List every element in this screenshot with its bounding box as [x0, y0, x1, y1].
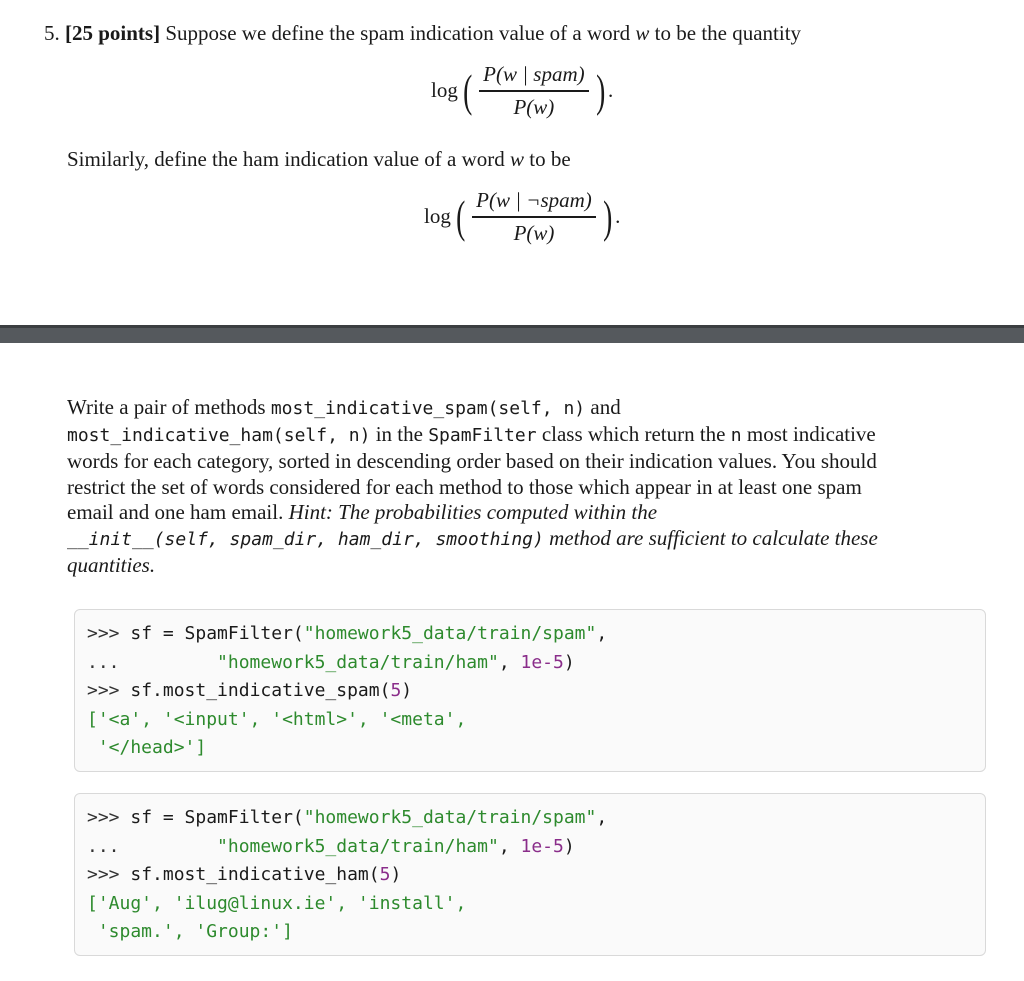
fraction	[472, 188, 596, 246]
section-divider	[0, 325, 1024, 343]
ham-intro-text: Similarly, define the ham indication value of a word	[67, 147, 505, 171]
code-example-ham[interactable]	[74, 793, 986, 956]
code-string: "homework5_data/train/spam"	[303, 623, 597, 644]
code-init: __init__(self, spam_dir, ham_dir, smoothing)	[67, 529, 544, 550]
code: sf.most_indicative_ham(	[130, 864, 380, 885]
numerator: P(w | spam)	[483, 62, 585, 86]
code: ,	[498, 651, 521, 673]
numerator: P(w | ¬spam)	[476, 188, 592, 212]
code: )	[401, 680, 413, 701]
body-line-7: quantities.	[67, 553, 156, 577]
body-line-6	[67, 525, 878, 553]
var-w: w	[635, 21, 650, 45]
code-number: 1e-5	[520, 651, 564, 673]
code-string: "homework5_data/train/ham"	[217, 651, 499, 673]
prompt: >>>	[87, 864, 131, 885]
var-w-2: w	[510, 147, 525, 171]
text: class which return the	[536, 422, 731, 446]
denominator: P(w)	[513, 94, 555, 119]
denominator: P(w)	[513, 220, 555, 245]
code-number: 5	[390, 680, 402, 701]
prompt: >>>	[87, 807, 131, 828]
period: .	[607, 78, 614, 103]
code: )	[390, 864, 402, 885]
log-label: log	[431, 78, 458, 103]
code-number: 1e-5	[520, 835, 564, 857]
left-paren: (	[462, 64, 473, 116]
code-method-ham: most_indicative_ham(self, n)	[67, 425, 371, 446]
code-method-spam: most_indicative_spam(self, n)	[270, 398, 586, 419]
right-paren: )	[595, 64, 605, 116]
body-line-5	[67, 499, 657, 525]
code: ,	[596, 807, 608, 828]
body-line-3: words for each category, sorted in descending order based on their indication values. You should	[67, 449, 877, 473]
prompt: ...	[87, 835, 218, 857]
code-string: "homework5_data/train/ham"	[217, 835, 499, 857]
code: ,	[596, 623, 608, 644]
body-line-2	[67, 421, 876, 449]
code: sf = SpamFilter(	[130, 807, 304, 828]
problem-header	[44, 18, 801, 48]
code-output: 'spam.', 'Group:']	[87, 921, 293, 942]
problem-text-2: to be the quantity	[654, 21, 802, 45]
text: and	[585, 395, 621, 419]
problem-text: Suppose we define the spam indication value of a word	[165, 21, 631, 45]
problem-points: [25 points]	[65, 21, 161, 45]
prompt: >>>	[87, 680, 131, 701]
prompt: ...	[87, 651, 218, 673]
text: Write a pair of methods	[67, 395, 271, 419]
code-output: '</head>']	[87, 737, 207, 758]
code-output: ['Aug', 'ilug@linux.ie', 'install',	[87, 892, 467, 914]
text: in the	[370, 422, 429, 446]
period: .	[615, 204, 621, 229]
code-example-spam[interactable]	[74, 609, 986, 772]
text: email and one ham email.	[67, 500, 289, 524]
left-paren: (	[455, 190, 466, 242]
code-number: 5	[379, 864, 391, 885]
spam-formula	[431, 62, 613, 120]
code: ,	[498, 835, 521, 857]
code-n: n	[730, 425, 742, 446]
body-line-4: restrict the set of words considered for each method to those which appear in at least one spam	[67, 475, 862, 499]
log-label: log	[424, 204, 451, 229]
hint-text: method are sufficient to calculate these	[543, 526, 878, 550]
ham-intro-text-2: to be	[529, 147, 571, 171]
text: most indicative	[741, 422, 876, 446]
code: )	[563, 835, 575, 857]
code: )	[563, 651, 575, 673]
code-string: "homework5_data/train/spam"	[303, 807, 597, 828]
body-line-1	[67, 394, 621, 422]
ham-intro	[67, 146, 571, 172]
right-paren: )	[602, 190, 613, 242]
prompt: >>>	[87, 623, 131, 644]
ham-formula	[424, 188, 620, 246]
hint-text: Hint: The probabilities computed within the	[288, 500, 658, 524]
code: sf = SpamFilter(	[130, 623, 304, 644]
code: sf.most_indicative_spam(	[130, 680, 391, 701]
problem-number: 5.	[44, 21, 60, 45]
fraction	[479, 62, 588, 120]
code-output: ['<a', '<input', '<html>', '<meta',	[87, 708, 467, 730]
code-class: SpamFilter	[428, 425, 537, 446]
